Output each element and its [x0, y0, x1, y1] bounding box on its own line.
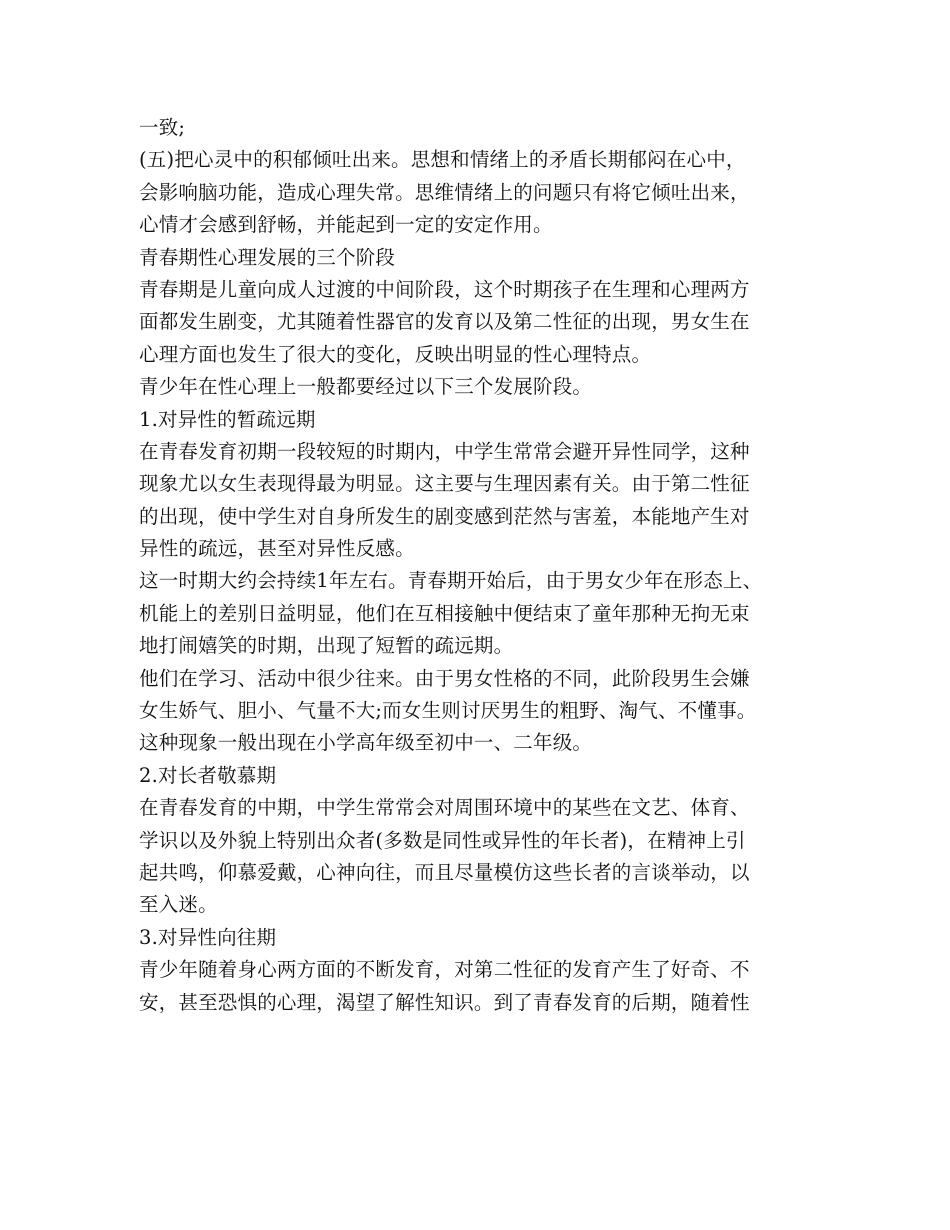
text-line: 一致; — [139, 116, 186, 139]
document-body — [139, 112, 829, 1019]
text-line: (五)把心灵中的积郁倾吐出来。思想和情绪上的矛盾长期郁闷在心中， — [139, 148, 746, 172]
text-line: 青春期是儿童向成人过渡的中间阶段，这个时期孩子在生理和心理两方 — [139, 277, 750, 301]
text-line: 地打闹嬉笑的时期，出现了短暂的疏远期。 — [139, 634, 514, 658]
subsection-heading: 2.对长者敬慕期 — [139, 763, 277, 787]
text-line: 这种现象一般出现在小学高年级至初中一、二年级。 — [139, 731, 593, 755]
text-line: 至入迷。 — [139, 893, 218, 917]
text-line: 机能上的差别日益明显，他们在互相接触中便结束了童年那种无拘无束 — [139, 601, 750, 625]
text-line: 心理方面也发生了很大的变化，反映出明显的性心理特点。 — [139, 342, 652, 366]
text-line: 在青春发育的中期，中学生常常会对周围环境中的某些在文艺、体育、 — [139, 796, 750, 820]
text-line: 在青春发育初期一段较短的时期内，中学生常常会避开异性同学，这种 — [139, 439, 750, 463]
text-line: 这一时期大约会持续1年左右。青春期开始后，由于男女少年在形态上、 — [139, 569, 763, 593]
text-line: 异性的疏远，甚至对异性反感。 — [139, 537, 415, 561]
section-heading: 青春期性心理发展的三个阶段 — [139, 245, 396, 269]
text-line: 面都发生剧变，尤其随着性器官的发育以及第二性征的出现，男女生在 — [139, 310, 750, 334]
subsection-heading: 1.对异性的暂疏远期 — [139, 407, 316, 431]
text-line: 安，甚至恐惧的心理，渴望了解性知识。到了青春发育的后期，随着性 — [139, 990, 750, 1014]
text-line: 青少年随着身心两方面的不断发育，对第二性征的发育产生了好奇、不 — [139, 958, 750, 982]
text-line: 现象尤以女生表现得最为明显。这主要与生理因素有关。由于第二性征 — [139, 472, 750, 496]
subsection-heading: 3.对异性向往期 — [139, 925, 277, 949]
text-line: 起共鸣，仰慕爱戴，心神向往，而且尽量模仿这些长者的言谈举动，以 — [139, 860, 750, 884]
text-line: 的出现，使中学生对自身所发生的剧变感到茫然与害羞，本能地产生对 — [139, 504, 750, 528]
text-line: 学识以及外貌上特别出众者(多数是同性或异性的年长者)，在精神上引 — [139, 828, 746, 852]
text-line: 他们在学习、活动中很少往来。由于男女性格的不同，此阶段男生会嫌 — [139, 666, 750, 690]
text-line: 女生娇气、胆小、气量不大;而女生则讨厌男生的粗野、淘气、不懂事。 — [139, 699, 757, 723]
text-line: 心情才会感到舒畅，并能起到一定的安定作用。 — [139, 213, 553, 237]
text-line: 青少年在性心理上一般都要经过以下三个发展阶段。 — [139, 375, 593, 399]
text-line: 会影响脑功能，造成心理失常。思维情绪上的问题只有将它倾吐出来， — [139, 180, 750, 204]
